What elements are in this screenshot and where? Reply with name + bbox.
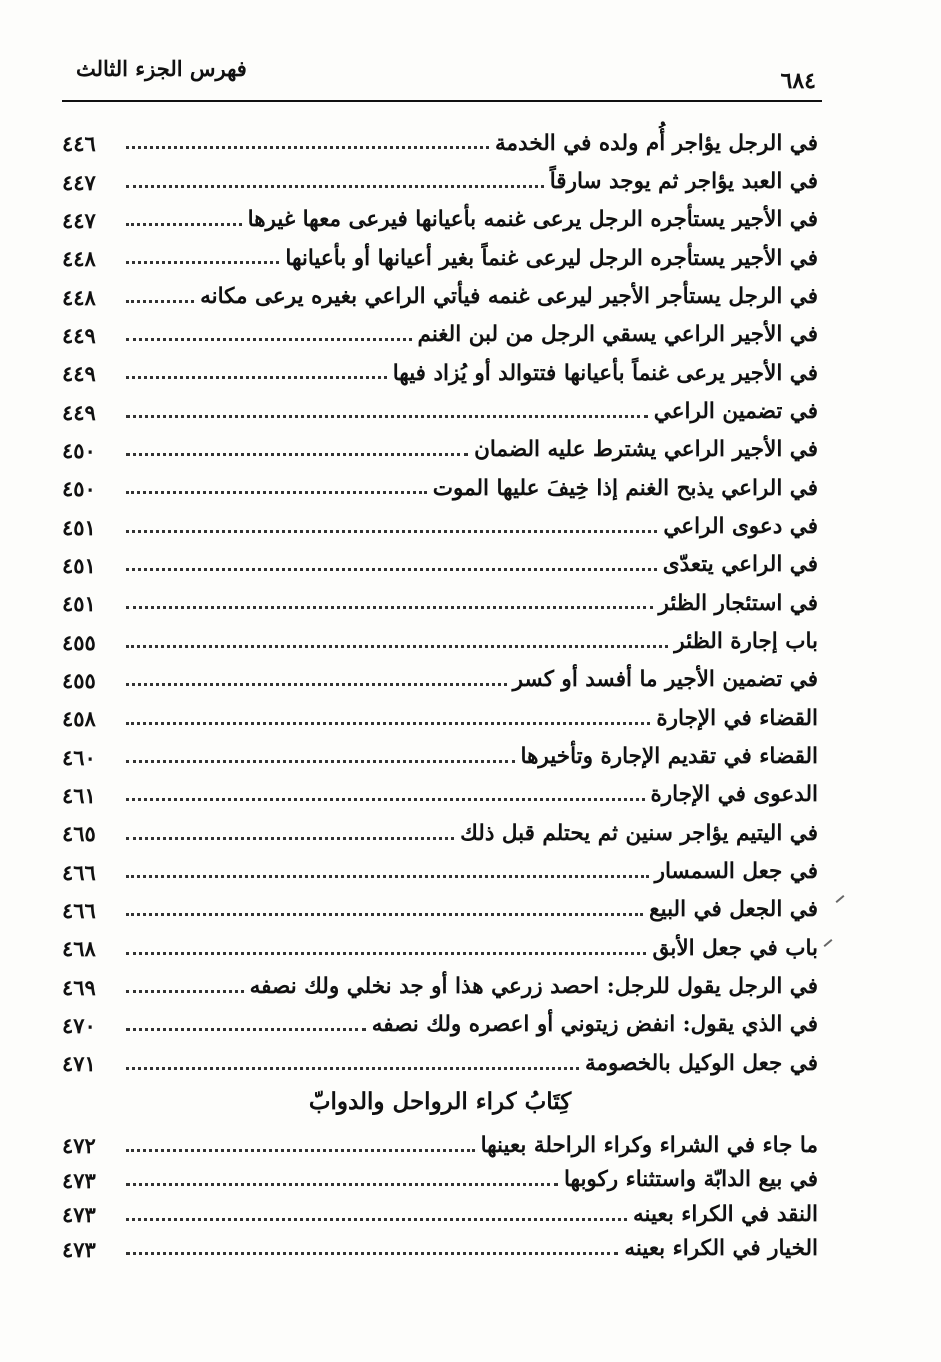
index-entry bbox=[62, 1000, 818, 1038]
entry-title: الدعوى في الإجارة bbox=[650, 782, 818, 808]
entry-title: في الأجير يرعى غنماً بأعيانها فتتوالد أو يُزاد فيها bbox=[392, 360, 818, 386]
entry-page: ٤٥١ bbox=[62, 591, 96, 617]
dot-leader bbox=[126, 300, 194, 303]
index-entry bbox=[62, 1228, 818, 1263]
index-entry bbox=[62, 1159, 818, 1194]
dot-leader bbox=[126, 223, 242, 226]
dot-leader bbox=[126, 913, 643, 916]
entry-page: ٤٥٠ bbox=[62, 437, 96, 463]
dot-leader bbox=[126, 952, 646, 955]
entry-page: ٤٤٦ bbox=[62, 131, 96, 157]
dot-leader bbox=[126, 453, 468, 456]
entry-title: في استئجار الظئر bbox=[658, 590, 818, 616]
dot-leader bbox=[126, 837, 454, 840]
index-entry bbox=[62, 578, 818, 616]
margin-pencil-mark bbox=[836, 895, 845, 903]
entry-title: القضاء في الإجارة bbox=[656, 705, 818, 731]
dot-leader bbox=[126, 722, 650, 725]
dot-leader bbox=[126, 1067, 579, 1070]
entry-title: الخيار في الكراء بعينه bbox=[624, 1236, 818, 1262]
running-title: فهرس الجزء الثالث bbox=[76, 56, 247, 81]
index-entry bbox=[62, 1038, 818, 1076]
entry-page: ٤٦٥ bbox=[62, 821, 96, 847]
entry-title: في تضمين الأجير ما أفسد أو كسر bbox=[512, 667, 818, 693]
entry-page: ٤٥١ bbox=[62, 514, 96, 540]
dot-leader bbox=[126, 146, 489, 149]
dot-leader bbox=[126, 990, 244, 993]
entry-page: ٤٤٩ bbox=[62, 322, 96, 348]
section-index-list bbox=[62, 1124, 818, 1262]
dot-leader bbox=[126, 530, 657, 533]
entry-page: ٤٤٩ bbox=[62, 399, 96, 425]
entry-title: في الرجل يقول للرجل: احصد زرعي هذا أو جد نخلي ولك نصفه bbox=[249, 974, 818, 1000]
index-entry bbox=[62, 463, 818, 501]
entry-page: ٤٤٩ bbox=[62, 361, 96, 387]
index-entry bbox=[62, 808, 818, 846]
dot-leader bbox=[126, 683, 507, 686]
entry-title: في بيع الدابّة واستثناء ركوبها bbox=[563, 1167, 818, 1193]
entry-page: ٤٥٥ bbox=[62, 667, 96, 693]
index-entry bbox=[62, 1193, 818, 1228]
margin-pencil-mark bbox=[824, 939, 833, 947]
entry-page: ٤٦٠ bbox=[62, 744, 96, 770]
entry-title: في جعل الوكيل بالخصومة bbox=[585, 1050, 818, 1076]
index-entry bbox=[62, 770, 818, 808]
dot-leader bbox=[126, 338, 412, 341]
dot-leader bbox=[126, 376, 387, 379]
entry-page: ٤٦١ bbox=[62, 783, 96, 808]
index-entry bbox=[62, 923, 818, 961]
entry-page: ٤٤٨ bbox=[62, 246, 96, 272]
dot-leader bbox=[126, 875, 649, 878]
dot-leader bbox=[126, 760, 515, 763]
index-list bbox=[62, 118, 818, 1077]
entry-title: باب إجارة الظئر bbox=[674, 629, 818, 655]
entry-page: ٤٥٨ bbox=[62, 706, 96, 732]
index-entry bbox=[62, 655, 818, 693]
entry-title: في تضمين الراعي bbox=[653, 398, 818, 424]
index-entry bbox=[62, 156, 818, 194]
dot-leader bbox=[126, 1028, 366, 1031]
index-entry bbox=[62, 885, 818, 923]
entry-title: النقد في الكراء بعينه bbox=[632, 1201, 818, 1227]
dot-leader bbox=[126, 798, 645, 801]
index-entry bbox=[62, 616, 818, 654]
dot-leader bbox=[126, 1218, 627, 1221]
entry-title: في الذي يقول: انفض زيتوني أو اعصره ولك نصفه bbox=[371, 1012, 818, 1038]
entry-title: في جعل السمسار bbox=[654, 859, 818, 885]
entry-page: ٤٧٣ bbox=[62, 1167, 96, 1193]
entry-page: ٤٥١ bbox=[62, 552, 96, 578]
dot-leader bbox=[126, 1149, 475, 1152]
entry-page: ٤٧٠ bbox=[62, 1013, 96, 1039]
dot-leader bbox=[126, 185, 544, 188]
entry-page: ٤٥٠ bbox=[62, 476, 96, 502]
entry-page: ٤٧١ bbox=[62, 1051, 96, 1077]
index-entry bbox=[62, 1124, 818, 1159]
entry-title: في الرجل يؤاجر أُم ولده في الخدمة bbox=[495, 130, 818, 156]
dot-leader bbox=[126, 606, 653, 609]
entry-page: ٤٦٩ bbox=[62, 974, 96, 1000]
index-entry bbox=[62, 271, 818, 309]
entry-title: في الأجير يستأجره الرجل ليرعى غنماً بغير أعيانها أو بأعيانها bbox=[285, 245, 818, 271]
index-entry bbox=[62, 962, 818, 1000]
index-entry bbox=[62, 118, 818, 156]
entry-page: ٤٧٣ bbox=[62, 1202, 96, 1228]
entry-page: ٤٧٣ bbox=[62, 1236, 96, 1262]
entry-title: في اليتيم يؤاجر سنين ثم يحتلم قبل ذلك bbox=[460, 820, 818, 846]
index-entry bbox=[62, 732, 818, 770]
entry-page: ٤٤٧ bbox=[62, 207, 96, 233]
dot-leader bbox=[126, 1252, 618, 1255]
index-entry bbox=[62, 693, 818, 731]
dot-leader bbox=[126, 415, 648, 418]
entry-page: ٤٦٨ bbox=[62, 936, 96, 962]
entry-page: ٤٤٨ bbox=[62, 284, 96, 310]
dot-leader bbox=[126, 1183, 558, 1186]
section-heading: كِتَابُ كراء الرواحل والدوابّ bbox=[308, 1088, 572, 1115]
dot-leader bbox=[126, 261, 279, 264]
entry-title: في دعوى الراعي bbox=[663, 513, 818, 539]
dot-leader bbox=[126, 491, 427, 494]
entry-title: في الأجير يستأجره الرجل يرعى غنمه بأعيانها فيرعى معها غيرها bbox=[247, 207, 818, 233]
index-entry bbox=[62, 386, 818, 424]
entry-page: ٤٤٧ bbox=[62, 169, 96, 195]
index-entry bbox=[62, 847, 818, 885]
entry-page: ٤٧٢ bbox=[62, 1133, 96, 1159]
page-number: ٦٨٤ bbox=[780, 68, 816, 94]
index-entry bbox=[62, 233, 818, 271]
entry-title: في الأجير الراعي يسقي الرجل من لبن الغنم bbox=[417, 322, 818, 348]
entry-page: ٤٦٦ bbox=[62, 859, 96, 885]
index-entry bbox=[62, 540, 818, 578]
entry-title: في الراعي يذبح الغنم إذا خِيفَ عليها الموت bbox=[432, 475, 818, 501]
index-entry bbox=[62, 501, 818, 539]
entry-title: في الرجل يستأجر الأجير ليرعى غنمه فيأتي الراعي بغيره يرعى مكانه bbox=[200, 283, 818, 309]
dot-leader bbox=[126, 645, 668, 648]
index-entry bbox=[62, 195, 818, 233]
index-entry bbox=[62, 348, 818, 386]
entry-title: في العبد يؤاجر ثم يوجد سارقاً bbox=[549, 168, 818, 194]
entry-page: ٤٥٥ bbox=[62, 629, 96, 655]
dot-leader bbox=[126, 568, 657, 571]
entry-title: القضاء في تقديم الإجارة وتأخيرها bbox=[520, 744, 818, 770]
page-header bbox=[62, 52, 822, 102]
entry-page: ٤٦٦ bbox=[62, 898, 96, 924]
index-entry bbox=[62, 425, 818, 463]
index-entry bbox=[62, 310, 818, 348]
entry-title: في الأجير الراعي يشترط عليه الضمان bbox=[474, 437, 818, 463]
entry-title: باب في جعل الأبق bbox=[652, 935, 818, 961]
entry-title: ما جاء في الشراء وكراء الراحلة بعينها bbox=[480, 1132, 818, 1158]
entry-title: في الراعي يتعدّى bbox=[662, 552, 818, 578]
entry-title: في الجعل في البيع bbox=[649, 897, 818, 923]
